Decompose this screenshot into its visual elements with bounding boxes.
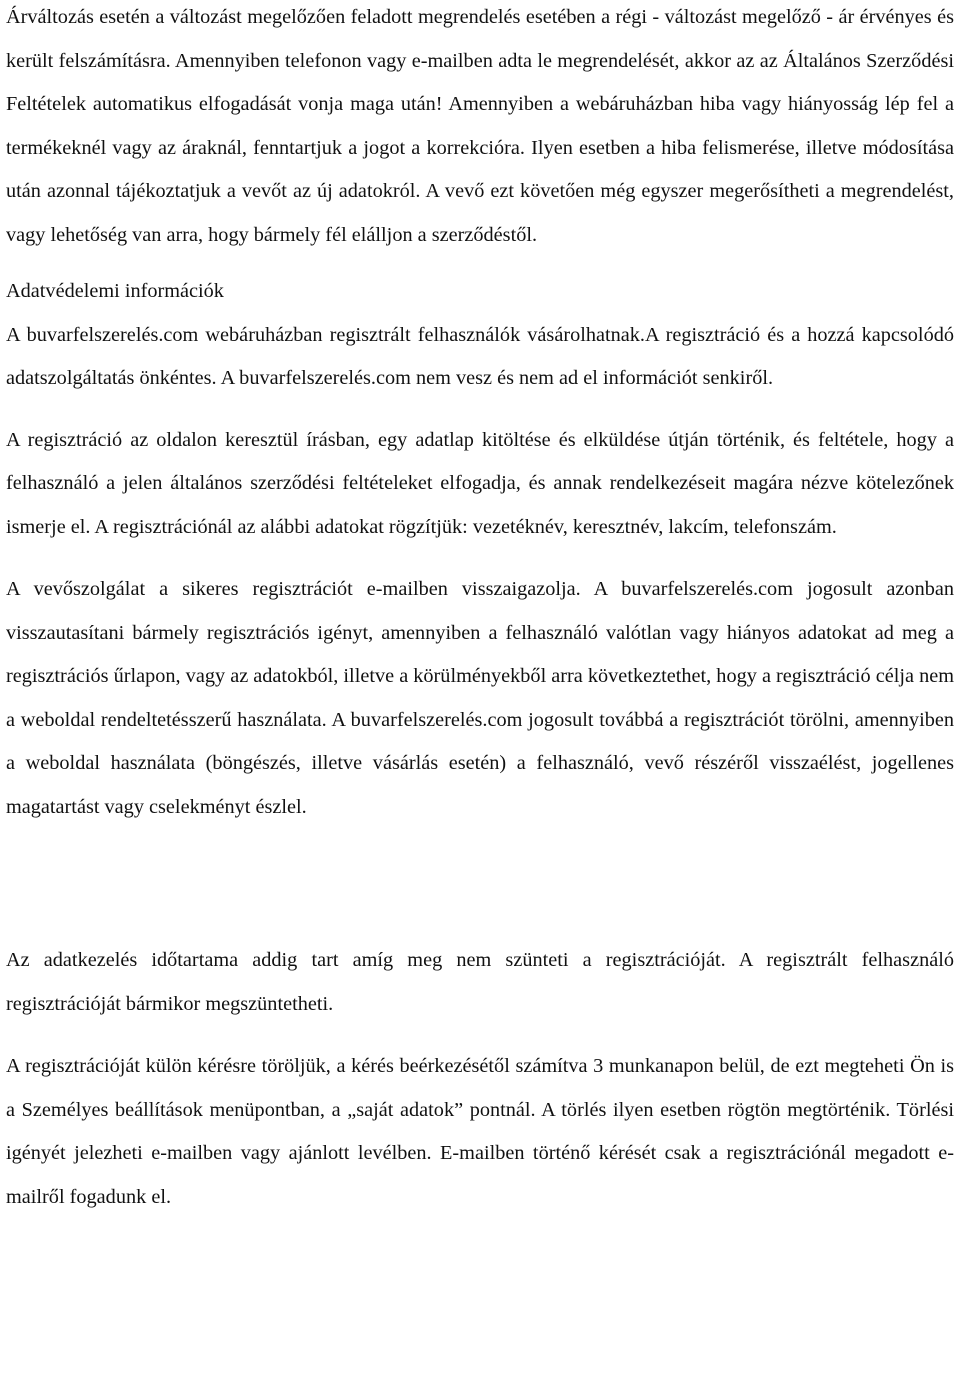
paragraph-registered-users: A buvarfelszerelés.com webáruházban regisztrált felhasználók vásárolhatnak.A regisztráció és a hozzá kapcsolódó adatszolgáltatás önkéntes. A buvarfelszerelés.com nem vesz és nem ad el információt senkiről. [6,323,954,389]
section-heading-privacy: Adatvédelemi információk [6,280,224,302]
document-page [6,0,954,1219]
paragraph-deletion-request: A regisztrációját külön kérésre töröljük, a kérés beérkezésétől számítva 3 munkanapon belül, de ezt megteheti Ön is a Személyes beállítások menüpontban, a „saját adatok” pontnál. A törlés ilyen esetben rögtön megtörténik. Törlési igényét jelezheti e-mailben vagy ajánlott levélben. E-mailben történő kérését csak a regisztrációnál megadott e-mailről fogadunk el. [6,1055,954,1208]
paragraph-registration-confirmation: A vevőszolgálat a sikeres regisztrációt e-mailben visszaigazolja. A buvarfelszerelés.com jogosult azonban visszautasítani bármely regisztrációs igényt, amennyiben a felhasználó valótlan vagy hiányos adatokat ad meg a regisztrációs űrlapon, vagy az adatokból, illetve a körülményekből arra következtethet, hogy a regisztráció célja nem a weboldal rendeltetésszerű használata. A buvarfelszerelés.com jogosult továbbá a regisztrációt törölni, amennyiben a weboldal használata (böngészés, illetve vásárlás esetén) a felhasználó, vevő részéről visszaélést, jogellenes magatartást vagy cselekményt észlel. [6,578,954,818]
paragraph-data-retention: Az adatkezelés időtartama addig tart amíg meg nem szünteti a regisztrációját. A regisztrált felhasználó regisztrációját bármikor megszüntetheti. [6,949,954,1015]
paragraph-price-change: Árváltozás esetén a változást megelőzően feladott megrendelés esetében a régi - változást megelőző - ár érvényes és került felszámításra. Amennyiben telefonon vagy e-mailben adta le megrendelését, akkor az az Általános Szerződési Feltételek automatikus elfogadását vonja maga után! Amennyiben a webáruházban hiba vagy hiányosság lép fel a termékeknél vagy az áraknál, fenntartjuk a jogot a korrekcióra. Ilyen esetben a hiba felismerése, illetve módosítása után azonnal tájékoztatjuk a vevőt az új adatokról. A vevő ezt követően még egyszer megerősítheti a megrendelést, vagy lehetőség van arra, hogy bármely fél elálljon a szerződéstől. [6,6,954,246]
paragraph-registration-process: A regisztráció az oldalon keresztül írásban, egy adatlap kitöltése és elküldése útján történik, és feltétele, hogy a felhasználó a jelen általános szerződési feltételeket elfogadja, és annak rendelkezéseit magára nézve kötelezőnek ismerje el. A regisztrációnál az alábbi adatokat rögzítjük: vezetéknév, keresztnév, lakcím, telefonszám. [6,428,954,538]
